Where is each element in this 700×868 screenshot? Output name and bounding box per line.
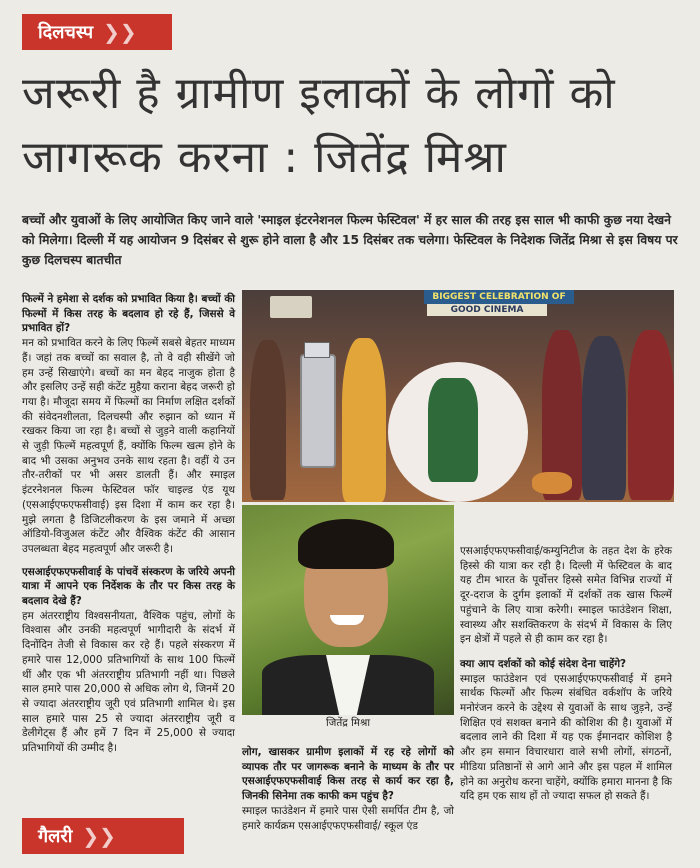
gallery-tag [22, 818, 184, 854]
answer-3-continued: एसआईएफएफसीवाई/कम्युनिटीज के तहत देश के हरेक हिस्से की यात्रा कर रही है। दिल्ली में फेस्टिवल के बाद यह टीम भारत के पूर्वोत्तर हिस्से समेत विभिन्न राज्यों में दूर-दराज के दुर्गम इलाकों में दर्शकों तक खास फिल्में पहुंचाने के लिए यात्रा करेगी। स्माइल फाउंडेशन शिक्षा, स्वास्थ्य और सशक्तिकरण के संदर्भ में विकास के लिए इन क्षेत्रों में पहले से ही काम कर रहा है। [460, 545, 672, 646]
column-right [460, 544, 672, 804]
answer-1: मन को प्रभावित करने के लिए फिल्में सबसे बेहतर माध्यम हैं। जहां तक बच्चों का सवाल है, तो वे वही सीखेंगे जो हम उन्हें सिखाएंगे। बच्चों का मन बेहद नाजुक होता है और इसलिए उन्हें सही कंटेंट मुहैया कराना बेहद जरूरी हो गया है। मौजूदा समय में फिल्मों का निर्माण लक्षित दर्शकों की संवेदनशीलता, दिलचस्पी और रुझान को ध्यान में रखकर किया जा रहा है। बच्चों से जुड़ने वाली कहानियों से जुड़ी फिल्में महत्वपूर्ण हैं, क्योंकि फिल्म खत्म होने के बाद भी उसका अनुभव उनके साथ रहता है। वहीं ये उन तौर-तरीकों पर भी असर डालती हैं। और स्माइल इंटरनेशनल फिल्म फेस्टिवल फॉर चाइल्ड एंड यूथ (एसआईएफएफसीवाई) इस दिशा में काम कर रहा है। मुझे लगता है डिजिटलीकरण के इस जमाने में अच्छा ऑडियो-विजुअल कंटेंट और वैश्विक कंटेंट की आसान उपलब्धता बेहद महत्वपूर्ण और जरूरी है। [22, 337, 235, 555]
answer-3-start: स्माइल फाउंडेशन में हमारे पास ऐसी समर्पित टीम है, जो हमारे कार्यक्रम एसआईएफएफसीवाई/ स्कूल एंड [242, 804, 454, 832]
photo-person [582, 336, 626, 500]
photo-person [628, 330, 674, 500]
photo-sign: GOOD CINEMA [427, 304, 547, 316]
answer-2: हम अंतरराष्ट्रीय विश्वसनीयता, वैश्विक पहुंच, लोगों के विश्वास और उनकी महत्वपूर्ण भागीदारी के संदर्भ में दिनोंदिन तेजी से विकास कर रहे हैं। पहले संस्करण में हमारे पास 12,000 प्रतिभागियों के साथ 100 फिल्में थीं और एक भी अंतरराष्ट्रीय प्रतिभागी नहीं था। पिछले साल हमारे पास 20,000 से अधिक लोग थे, जिनमें 20 से ज्यादा अंतरराष्ट्रीय जूरी एवं प्रतिभागी शामिल थे। इस साल हमारे पास 25 से ज्यादा अंतरराष्ट्रीय जूरी व डेलीगेट्स हैं और हमें 7 दिन में 25,000 से ज्यादा प्रतिभागियों की उम्मीद है। [22, 609, 235, 755]
photo-person [250, 340, 286, 500]
column-left [22, 292, 235, 756]
question-4: क्या आप दर्शकों को कोई संदेश देना चाहेंगे? [460, 657, 627, 670]
portrait-photo [242, 505, 454, 715]
section-tag-label: दिलचस्प [38, 22, 94, 43]
portrait-smile [330, 615, 364, 625]
chevron-right-icon: ❯❯ [82, 824, 116, 848]
question-2: एसआईएफएफसीवाई के पांचवें संस्करण के जरिये अपनी यात्रा में आपने एक निर्देशक के तौर पर किस तरह के बदलाव देखे हैं? [22, 565, 235, 608]
section-tag [22, 14, 172, 50]
answer-4: स्माइल फाउंडेशन एवं एसआईएफएफसीवाई में हमने सार्थक फिल्मों और फिल्म संबंधित वर्कशॉप के जरिये मनोरंजन करने के उद्देश्य से युवाओं के साथ जुड़ने, उन्हें शिक्षित एवं सशक्त बनाने की कोशिश की है। युवाओं में बदलाव लाने की दिशा में यह एक ईमानदार कोशिश है और हम समान विचारधारा वाले सभी लोगों, संगठनों, मीडिया प्रतिष्ठानों से आगे आने और इस पहल में शामिल होने का अनुरोध करना चाहेंगे, क्योंकि हमारा मानना है कि यदि हम एक साथ हों तो ज्यादा सफल हो सकते हैं। [460, 672, 672, 803]
column-middle [242, 745, 454, 833]
photo-banner: BIGGEST CELEBRATION OF [424, 290, 574, 304]
gallery-tag-label: गैलरी [38, 826, 73, 847]
intro-paragraph: बच्चों और युवाओं के लिए आयोजित किए जाने वाले 'स्माइल इंटरनेशनल फिल्म फेस्टिवल' में हर साल की तरह इस साल भी काफी कुछ नया देखने को मिलेगा। दिल्ली में यह आयोजन 9 दिसंबर से शुरू होने वाला है और 15 दिसंबर तक चलेगा। फेस्टिवल के निदेशक जितेंद्र मिश्रा से इस विषय पर कुछ दिलचस्प बातचीत [22, 213, 678, 267]
festival-photo [242, 290, 674, 502]
question-1: फिल्में ने हमेशा से दर्शक को प्रभावित किया है। बच्चों की फिल्मों में किस तरह के बदलाव हो रहे हैं, जिससे वे प्रभावित हों? [22, 293, 235, 335]
portrait-hair [298, 519, 394, 569]
question-3: लोग, खासकर ग्रामीण इलाकों में रह रहे लोगों को व्यापक तौर पर जागरूक बनाने के माध्यम के तौर पर एसआईएफएफसीवाई किस तरह से कार्य कर रहा है, जिनकी सिनेमा तक काफी कम पहुंच है? [242, 746, 454, 803]
photo-caption: जितेंद्र मिश्रा [325, 717, 371, 729]
poster-girl [428, 378, 478, 482]
poster-cat [532, 472, 572, 494]
festival-logo [270, 296, 312, 318]
headline: जरूरी है ग्रामीण इलाकों के लोगों को जागरूक करना : जितेंद्र मिश्रा [22, 68, 616, 183]
robot-figure [300, 354, 336, 468]
photo-person [342, 338, 386, 502]
chevron-right-icon: ❯❯ [103, 20, 137, 44]
